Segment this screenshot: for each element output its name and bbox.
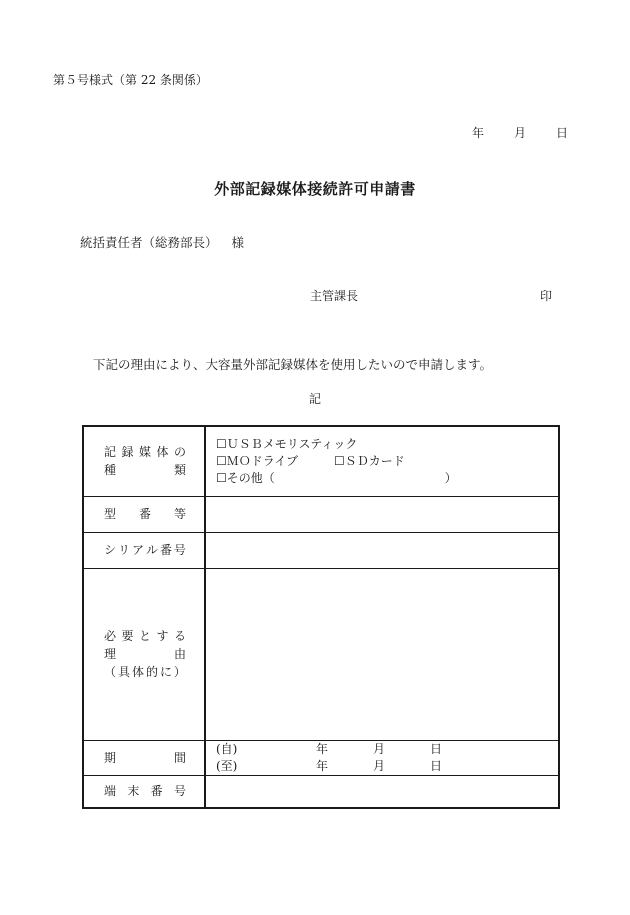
label-char: 的 <box>145 665 158 679</box>
row-model-number <box>83 496 559 532</box>
label-char: 番 <box>159 543 172 557</box>
row-terminal-number <box>83 775 559 808</box>
label-char: 由 <box>173 647 186 661</box>
label-char: 期 <box>104 750 117 765</box>
label-char: 間 <box>173 750 186 765</box>
label-char: 類 <box>173 463 186 478</box>
model-number-field[interactable] <box>205 496 559 532</box>
label-char: 番 <box>138 507 151 521</box>
period-from-label: (自) <box>216 741 238 756</box>
label-char: 体 <box>131 665 144 679</box>
label-char: る <box>173 629 186 643</box>
label-media-type <box>83 426 205 496</box>
label-terminal-number <box>83 775 205 808</box>
period-field[interactable] <box>205 740 559 775</box>
addressee-name: 統括責任者（総務部長） <box>80 235 218 250</box>
label-char: 型 <box>104 507 117 521</box>
reason-field[interactable] <box>205 568 559 740</box>
row-serial-number <box>83 532 559 568</box>
other-input-area[interactable] <box>275 470 445 487</box>
label-char: に <box>159 665 172 679</box>
label-char: 号 <box>173 784 186 799</box>
ki-heading: 記 <box>308 392 321 406</box>
other-close-paren: ） <box>444 470 457 485</box>
addressee <box>80 233 244 251</box>
request-statement: 下記の理由により、大容量外部記録媒体を使用したいので申請します。 <box>93 357 493 372</box>
label-serial-number <box>83 532 205 568</box>
label-char: シ <box>104 543 117 557</box>
label-char: 末 <box>127 784 140 799</box>
label-reason <box>83 568 205 740</box>
label-char: す <box>156 629 169 643</box>
label-char: 理 <box>104 647 117 661</box>
label-char: リ <box>117 543 130 557</box>
row-reason <box>83 568 559 740</box>
label-char: の <box>173 445 186 460</box>
checkbox-other[interactable]: ☐その他（ <box>216 470 275 485</box>
label-char: 媒 <box>138 445 151 460</box>
period-from-year: 年 <box>316 741 329 756</box>
row-period <box>83 740 559 775</box>
period-to-month: 月 <box>373 758 386 773</box>
serial-number-field[interactable] <box>205 532 559 568</box>
period-to-day: 日 <box>430 758 443 773</box>
period-to-year: 年 <box>316 758 329 773</box>
label-char: 等 <box>173 507 186 521</box>
checkbox-sd[interactable]: ☐ＳＤカード <box>334 453 405 468</box>
label-model-number <box>83 496 205 532</box>
label-char: 具 <box>117 665 130 679</box>
label-char: 番 <box>150 784 163 799</box>
date-day-label: 日 <box>556 126 569 140</box>
seal-mark: 印 <box>540 289 553 303</box>
label-char: 体 <box>156 445 169 460</box>
label-char: （ <box>104 665 117 679</box>
checkbox-usb[interactable]: ☐ＵＳＢメモリスティック <box>216 436 358 451</box>
label-period <box>83 740 205 775</box>
terminal-number-field[interactable] <box>205 775 559 808</box>
addressee-honorific: 様 <box>231 235 245 250</box>
label-char: 必 <box>104 629 117 643</box>
label-char: ） <box>173 665 186 679</box>
label-char: 端 <box>104 784 117 799</box>
period-from-day: 日 <box>430 741 443 756</box>
media-type-options <box>205 426 559 496</box>
label-char: と <box>138 629 151 643</box>
checkbox-mo[interactable]: ☐ＭＯドライブ <box>216 453 299 468</box>
label-char: ル <box>145 543 158 557</box>
period-to-label: (至) <box>216 758 238 773</box>
row-media-type <box>83 426 559 496</box>
label-char: 録 <box>121 445 134 460</box>
application-form-table <box>82 425 560 809</box>
document-title: 外部記録媒体接続許可申請書 <box>214 180 416 198</box>
date-year-label: 年 <box>472 126 485 140</box>
label-char: ア <box>131 543 144 557</box>
label-char: 記 <box>104 445 117 460</box>
label-char: 要 <box>121 629 134 643</box>
date-month-label: 月 <box>514 126 527 140</box>
applicant-title: 主管課長 <box>310 289 359 303</box>
period-from-month: 月 <box>373 741 386 756</box>
form-number: 第５号様式（第 22 条関係） <box>53 73 208 87</box>
label-char: 種 <box>104 463 117 478</box>
label-char: 号 <box>173 543 186 557</box>
